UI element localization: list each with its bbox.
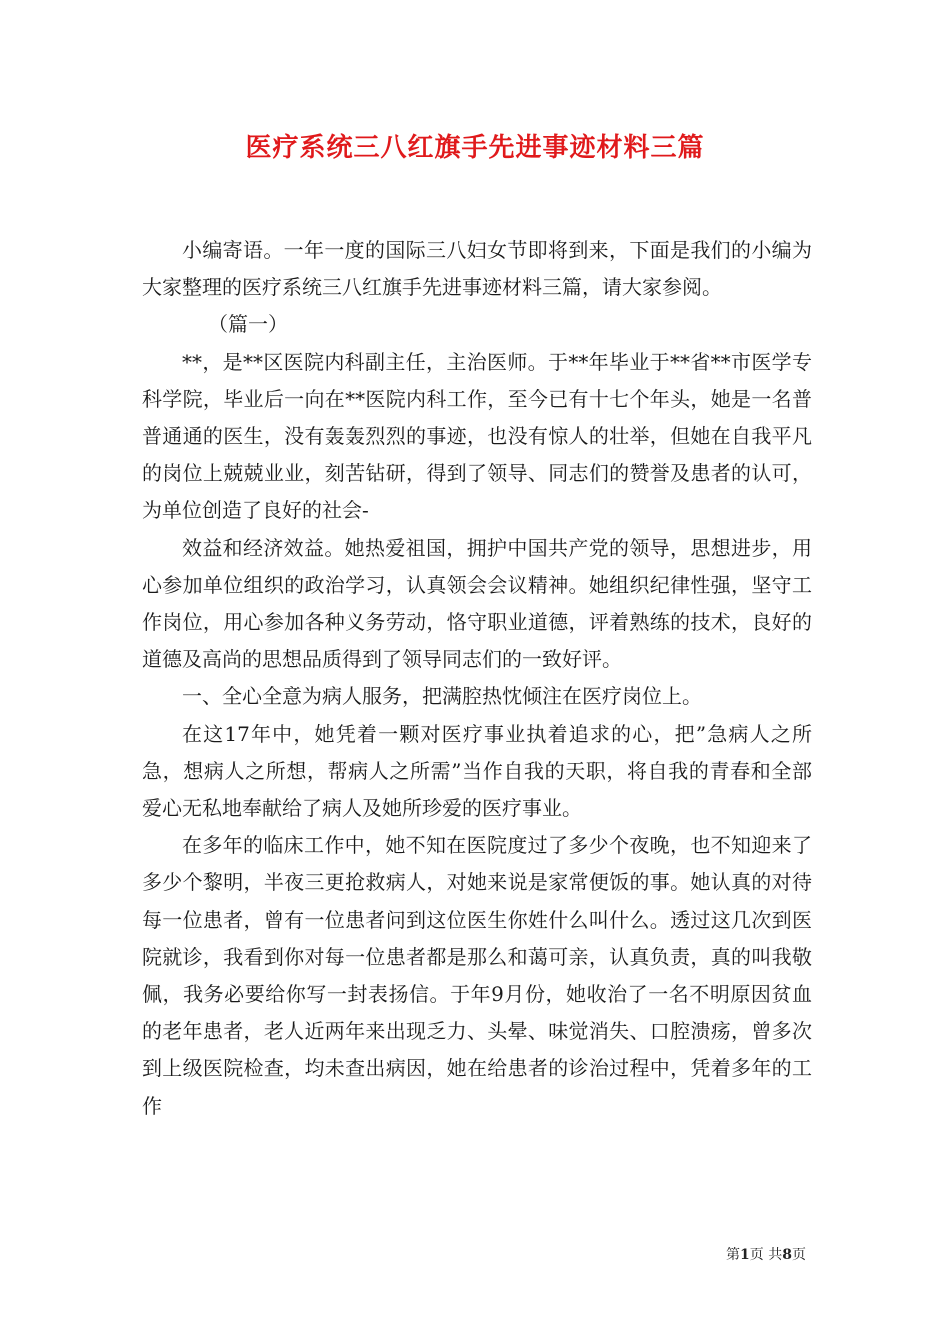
footer-middle: 页 共 bbox=[749, 1247, 783, 1263]
paragraph-heading-one: 一、全心全意为病人服务，把满腔热忱倾注在医疗岗位上。 bbox=[182, 684, 702, 709]
paragraph-seventeen-years: 在这17年中，她凭着一颗对医疗事业执着追求的心，把”急病人之所急，想病人之所想，帮病人之所需”当作自我的天职，将自我的青春和全部爱心无私地奉献给了病人及她所珍爱的医疗事业。 bbox=[142, 721, 812, 821]
paragraph-intro: 小编寄语。一年一度的国际三八妇女节即将到来，下面是我们的小编为大家整理的医疗系统三八红旗手先进事迹材料三篇，请大家参阅。 bbox=[142, 238, 812, 300]
document-body bbox=[142, 232, 812, 1125]
paragraph-profile: **，是**区医院内科副主任，主治医师。于**年毕业于**省**市医学专科学院，毕业后一向在**医院内科工作，至今已有十七个年头，她是一名普普通通的医生，没有轰轰烈烈的事迹，也没有惊人的壮举，但她在自我平凡的岗位上兢兢业业，刻苦钻研，得到了领导、同志们的赞誉及患者的认可，为单位创造了良好的社会- bbox=[142, 349, 812, 523]
section-heading-pian-one: （篇一） bbox=[208, 312, 288, 337]
footer-prefix: 第 bbox=[726, 1247, 741, 1263]
page-footer bbox=[726, 1244, 806, 1264]
paragraph-benefit: 效益和经济效益。她热爱祖国，拥护中国共产党的领导，思想进步，用心参加单位组织的政治学习，认真领会会议精神。她组织纪律性强，坚守工作岗位，用心参加各种义务劳动，恪守职业道德，评着熟练的技术，良好的道德及高尚的思想品质得到了领导同志们的一致好评。 bbox=[142, 535, 812, 672]
footer-page-number: 1 bbox=[740, 1247, 750, 1263]
footer-suffix: 页 bbox=[792, 1247, 806, 1263]
paragraph-clinical-work: 在多年的临床工作中，她不知在医院度过了多少个夜晚，也不知迎来了多少个黎明，半夜三更抢救病人，对她来说是家常便饭的事。她认真的对待每一位患者，曾有一位患者问到这位医生你姓什么叫什么。透过这几次到医院就诊，我看到你对每一位患者都是那么和蔼可亲，认真负责，真的叫我敬佩，我务必要给你写一封表扬信。于年9月份，她收治了一名不明原因贫血的老年患者，老人近两年来出现乏力、头晕、味觉消失、口腔溃疡，曾多次到上级医院检查，均未查出病因，她在给患者的诊治过程中，凭着多年的工作 bbox=[142, 833, 812, 1118]
footer-total-pages: 8 bbox=[782, 1247, 792, 1263]
document-title: 医疗系统三八红旗手先进事迹材料三篇 bbox=[245, 133, 705, 163]
